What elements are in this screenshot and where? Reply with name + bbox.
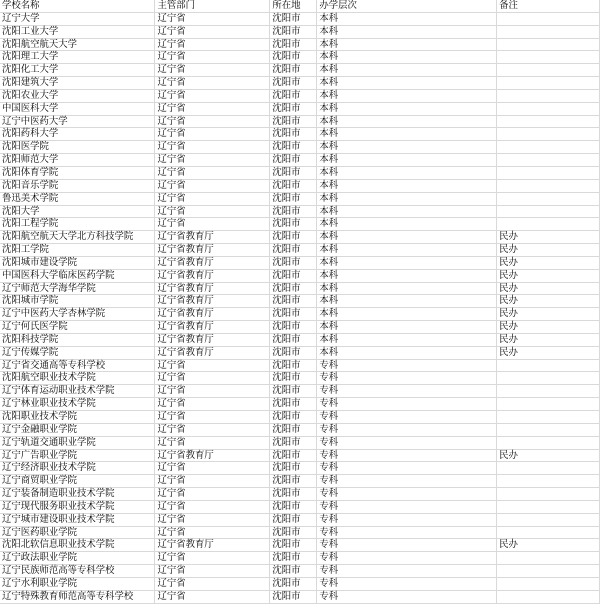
cell-level[interactable]: 专科 [317, 385, 497, 398]
header-note[interactable]: 备注 [497, 0, 600, 12]
cell-department[interactable]: 辽宁省教育厅 [155, 269, 270, 282]
table-row [0, 38, 600, 51]
cell-level[interactable]: 本科 [317, 256, 497, 269]
cell-school-name[interactable]: 辽宁装备制造职业技术学院 [0, 488, 155, 501]
table-row [0, 500, 600, 513]
cell-school-name[interactable]: 中国医科大学 [0, 102, 155, 115]
cell-note[interactable] [497, 372, 600, 385]
cell-location[interactable]: 沈阳市 [270, 141, 317, 154]
cell-note[interactable] [497, 500, 600, 513]
cell-location[interactable]: 沈阳市 [270, 308, 317, 321]
table-row [0, 513, 600, 526]
cell-note[interactable]: 民办 [497, 282, 600, 295]
cell-location[interactable]: 沈阳市 [270, 590, 317, 603]
table-row [0, 385, 600, 398]
cell-level[interactable]: 专科 [317, 359, 497, 372]
table-row [0, 333, 600, 346]
cell-school-name[interactable]: 辽宁水利职业学院 [0, 577, 155, 590]
cell-note[interactable] [497, 218, 600, 231]
cell-note[interactable] [497, 192, 600, 205]
table-row [0, 192, 600, 205]
cell-note[interactable]: 民办 [497, 346, 600, 359]
table-row [0, 526, 600, 539]
cell-level[interactable]: 本科 [317, 231, 497, 244]
cell-department[interactable]: 辽宁省教育厅 [155, 321, 270, 334]
cell-note[interactable] [497, 488, 600, 501]
cell-department[interactable]: 辽宁省教育厅 [155, 256, 270, 269]
cell-location[interactable]: 沈阳市 [270, 539, 317, 552]
table-row [0, 244, 600, 257]
cell-note[interactable] [497, 89, 600, 102]
cell-note[interactable]: 民办 [497, 231, 600, 244]
table-row [0, 102, 600, 115]
cell-level[interactable]: 本科 [317, 89, 497, 102]
cell-school-name[interactable]: 辽宁大学 [0, 12, 155, 25]
cell-location[interactable]: 沈阳市 [270, 577, 317, 590]
cell-department[interactable]: 辽宁省教育厅 [155, 346, 270, 359]
table-row [0, 179, 600, 192]
cell-school-name[interactable]: 辽宁城市建设职业技术学院 [0, 513, 155, 526]
cell-department[interactable]: 辽宁省教育厅 [155, 282, 270, 295]
cell-school-name[interactable]: 沈阳航空航天大学北方科技学院 [0, 231, 155, 244]
cell-note[interactable] [497, 526, 600, 539]
table-row [0, 552, 600, 565]
cell-level[interactable]: 本科 [317, 308, 497, 321]
cell-school-name[interactable]: 沈阳体育学院 [0, 166, 155, 179]
cell-department[interactable]: 辽宁省 [155, 411, 270, 424]
cell-note[interactable] [497, 77, 600, 90]
cell-location[interactable]: 沈阳市 [270, 346, 317, 359]
cell-department[interactable]: 辽宁省 [155, 115, 270, 128]
cell-department[interactable]: 辽宁省 [155, 192, 270, 205]
cell-note[interactable] [497, 577, 600, 590]
cell-note[interactable] [497, 552, 600, 565]
cell-note[interactable]: 民办 [497, 449, 600, 462]
cell-location[interactable]: 沈阳市 [270, 256, 317, 269]
cell-note[interactable] [497, 590, 600, 603]
cell-school-name[interactable]: 沈阳航空航天大学 [0, 38, 155, 51]
cell-note[interactable] [497, 25, 600, 38]
cell-location[interactable]: 沈阳市 [270, 436, 317, 449]
cell-note[interactable] [497, 179, 600, 192]
cell-location[interactable]: 沈阳市 [270, 166, 317, 179]
table-row [0, 141, 600, 154]
cell-level[interactable]: 专科 [317, 488, 497, 501]
cell-location[interactable]: 沈阳市 [270, 89, 317, 102]
cell-school-name[interactable]: 沈阳城市学院 [0, 295, 155, 308]
cell-level[interactable]: 本科 [317, 346, 497, 359]
header-location[interactable]: 所在地 [270, 0, 317, 12]
header-level[interactable]: 办学层次 [317, 0, 497, 12]
cell-note[interactable] [497, 205, 600, 218]
cell-school-name[interactable]: 辽宁轨道交通职业学院 [0, 436, 155, 449]
cell-level[interactable]: 专科 [317, 411, 497, 424]
cell-level[interactable]: 本科 [317, 38, 497, 51]
cell-level[interactable]: 本科 [317, 244, 497, 257]
cell-department[interactable]: 辽宁省 [155, 38, 270, 51]
cell-note[interactable]: 民办 [497, 256, 600, 269]
table-row [0, 346, 600, 359]
cell-note[interactable] [497, 398, 600, 411]
cell-department[interactable]: 辽宁省 [155, 475, 270, 488]
table-row [0, 590, 600, 603]
cell-location[interactable]: 沈阳市 [270, 154, 317, 167]
cell-level[interactable]: 专科 [317, 577, 497, 590]
cell-level[interactable]: 本科 [317, 218, 497, 231]
cell-school-name[interactable]: 辽宁省交通高等专科学校 [0, 359, 155, 372]
cell-level[interactable]: 专科 [317, 565, 497, 578]
cell-note[interactable]: 民办 [497, 308, 600, 321]
cell-level[interactable]: 本科 [317, 25, 497, 38]
cell-school-name[interactable]: 辽宁特殊教育师范高等专科学校 [0, 590, 155, 603]
cell-department[interactable]: 辽宁省 [155, 141, 270, 154]
cell-location[interactable]: 沈阳市 [270, 128, 317, 141]
table-row [0, 565, 600, 578]
table-row [0, 423, 600, 436]
table-row [0, 577, 600, 590]
cell-school-name[interactable]: 鲁迅美术学院 [0, 192, 155, 205]
cell-department[interactable]: 辽宁省 [155, 128, 270, 141]
cell-school-name[interactable]: 辽宁广告职业学院 [0, 449, 155, 462]
cell-school-name[interactable]: 沈阳工学院 [0, 244, 155, 257]
cell-department[interactable]: 辽宁省教育厅 [155, 308, 270, 321]
cell-department[interactable]: 辽宁省 [155, 166, 270, 179]
cell-department[interactable]: 辽宁省 [155, 102, 270, 115]
cell-location[interactable]: 沈阳市 [270, 269, 317, 282]
table-row [0, 308, 600, 321]
cell-department[interactable]: 辽宁省 [155, 577, 270, 590]
table-row [0, 436, 600, 449]
cell-department[interactable]: 辽宁省 [155, 565, 270, 578]
cell-department[interactable]: 辽宁省 [155, 25, 270, 38]
cell-level[interactable]: 专科 [317, 590, 497, 603]
table-row [0, 488, 600, 501]
cell-location[interactable]: 沈阳市 [270, 513, 317, 526]
cell-level[interactable]: 专科 [317, 372, 497, 385]
cell-department[interactable]: 辽宁省 [155, 359, 270, 372]
cell-level[interactable]: 专科 [317, 398, 497, 411]
cell-school-name[interactable]: 辽宁中医药大学 [0, 115, 155, 128]
cell-location[interactable]: 沈阳市 [270, 475, 317, 488]
cell-note[interactable] [497, 166, 600, 179]
cell-location[interactable]: 沈阳市 [270, 282, 317, 295]
cell-note[interactable]: 民办 [497, 333, 600, 346]
cell-department[interactable]: 辽宁省 [155, 12, 270, 25]
cell-level[interactable]: 本科 [317, 166, 497, 179]
cell-department[interactable]: 辽宁省 [155, 385, 270, 398]
cell-note[interactable] [497, 64, 600, 77]
table-row [0, 12, 600, 25]
cell-location[interactable]: 沈阳市 [270, 192, 317, 205]
cell-level[interactable]: 专科 [317, 513, 497, 526]
cell-department[interactable]: 辽宁省 [155, 205, 270, 218]
cell-school-name[interactable]: 沈阳工业大学 [0, 25, 155, 38]
cell-location[interactable]: 沈阳市 [270, 526, 317, 539]
cell-note[interactable]: 民办 [497, 321, 600, 334]
cell-department[interactable]: 辽宁省 [155, 500, 270, 513]
cell-note[interactable] [497, 385, 600, 398]
cell-note[interactable] [497, 359, 600, 372]
cell-location[interactable]: 沈阳市 [270, 411, 317, 424]
cell-department[interactable]: 辽宁省教育厅 [155, 333, 270, 346]
cell-location[interactable]: 沈阳市 [270, 423, 317, 436]
cell-level[interactable]: 专科 [317, 462, 497, 475]
cell-location[interactable]: 沈阳市 [270, 179, 317, 192]
cell-school-name[interactable]: 辽宁林业职业技术学院 [0, 398, 155, 411]
cell-department[interactable]: 辽宁省 [155, 372, 270, 385]
cell-note[interactable] [497, 12, 600, 25]
table-row [0, 115, 600, 128]
cell-location[interactable]: 沈阳市 [270, 77, 317, 90]
cell-school-name[interactable]: 辽宁金融职业学院 [0, 423, 155, 436]
cell-level[interactable]: 本科 [317, 64, 497, 77]
cell-level[interactable]: 本科 [317, 115, 497, 128]
cell-note[interactable] [497, 141, 600, 154]
cell-level[interactable]: 专科 [317, 423, 497, 436]
cell-department[interactable]: 辽宁省 [155, 590, 270, 603]
header-school-name[interactable]: 学校名称 [0, 0, 155, 12]
cell-note[interactable] [497, 423, 600, 436]
table-row [0, 128, 600, 141]
cell-level[interactable]: 本科 [317, 179, 497, 192]
cell-note[interactable]: 民办 [497, 539, 600, 552]
cell-school-name[interactable]: 中国医科大学临床医药学院 [0, 269, 155, 282]
cell-level[interactable]: 本科 [317, 102, 497, 115]
cell-note[interactable] [497, 102, 600, 115]
cell-school-name[interactable]: 辽宁中医药大学杏林学院 [0, 308, 155, 321]
table-row [0, 398, 600, 411]
cell-school-name[interactable]: 沈阳工程学院 [0, 218, 155, 231]
table-row [0, 295, 600, 308]
cell-school-name[interactable]: 辽宁医药职业学院 [0, 526, 155, 539]
cell-note[interactable]: 民办 [497, 269, 600, 282]
cell-note[interactable] [497, 436, 600, 449]
cell-department[interactable]: 辽宁省教育厅 [155, 244, 270, 257]
cell-note[interactable] [497, 565, 600, 578]
cell-school-name[interactable]: 沈阳农业大学 [0, 89, 155, 102]
cell-department[interactable]: 辽宁省教育厅 [155, 231, 270, 244]
cell-department[interactable]: 辽宁省 [155, 462, 270, 475]
cell-note[interactable] [497, 115, 600, 128]
table-row [0, 205, 600, 218]
cell-level[interactable]: 本科 [317, 12, 497, 25]
table-row [0, 25, 600, 38]
cell-level[interactable]: 本科 [317, 333, 497, 346]
cell-school-name[interactable]: 沈阳音乐学院 [0, 179, 155, 192]
cell-note[interactable] [497, 128, 600, 141]
cell-department[interactable]: 辽宁省 [155, 89, 270, 102]
cell-location[interactable]: 沈阳市 [270, 552, 317, 565]
cell-level[interactable]: 专科 [317, 500, 497, 513]
cell-location[interactable]: 沈阳市 [270, 12, 317, 25]
cell-location[interactable]: 沈阳市 [270, 321, 317, 334]
cell-department[interactable]: 辽宁省教育厅 [155, 449, 270, 462]
cell-school-name[interactable]: 沈阳医学院 [0, 141, 155, 154]
table-row [0, 539, 600, 552]
cell-location[interactable]: 沈阳市 [270, 372, 317, 385]
cell-school-name[interactable]: 辽宁何氏医学院 [0, 321, 155, 334]
cell-school-name[interactable]: 沈阳师范大学 [0, 154, 155, 167]
cell-level[interactable]: 本科 [317, 205, 497, 218]
cell-level[interactable]: 本科 [317, 282, 497, 295]
table-row [0, 372, 600, 385]
cell-department[interactable]: 辽宁省教育厅 [155, 539, 270, 552]
table-row [0, 154, 600, 167]
cell-location[interactable]: 沈阳市 [270, 102, 317, 115]
table-row [0, 218, 600, 231]
table-row [0, 256, 600, 269]
cell-school-name[interactable]: 沈阳北软信息职业技术学院 [0, 539, 155, 552]
cell-location[interactable]: 沈阳市 [270, 500, 317, 513]
cell-note[interactable] [497, 154, 600, 167]
cell-location[interactable]: 沈阳市 [270, 51, 317, 64]
cell-note[interactable]: 民办 [497, 295, 600, 308]
cell-school-name[interactable]: 沈阳化工大学 [0, 64, 155, 77]
cell-department[interactable]: 辽宁省 [155, 51, 270, 64]
table-row [0, 51, 600, 64]
cell-department[interactable]: 辽宁省 [155, 398, 270, 411]
cell-location[interactable]: 沈阳市 [270, 359, 317, 372]
cell-note[interactable] [497, 51, 600, 64]
cell-location[interactable]: 沈阳市 [270, 398, 317, 411]
cell-note[interactable] [497, 38, 600, 51]
cell-note[interactable] [497, 411, 600, 424]
cell-department[interactable]: 辽宁省 [155, 488, 270, 501]
header-department[interactable]: 主管部门 [155, 0, 270, 12]
cell-department[interactable]: 辽宁省 [155, 154, 270, 167]
table-row [0, 282, 600, 295]
cell-department[interactable]: 辽宁省 [155, 436, 270, 449]
cell-note[interactable] [497, 475, 600, 488]
cell-level[interactable]: 本科 [317, 128, 497, 141]
cell-location[interactable]: 沈阳市 [270, 333, 317, 346]
cell-level[interactable]: 本科 [317, 321, 497, 334]
cell-location[interactable]: 沈阳市 [270, 231, 317, 244]
cell-level[interactable]: 专科 [317, 475, 497, 488]
cell-department[interactable]: 辽宁省 [155, 77, 270, 90]
cell-department[interactable]: 辽宁省 [155, 513, 270, 526]
cell-school-name[interactable]: 沈阳职业技术学院 [0, 411, 155, 424]
cell-location[interactable]: 沈阳市 [270, 38, 317, 51]
cell-location[interactable]: 沈阳市 [270, 295, 317, 308]
cell-school-name[interactable]: 辽宁民族师范高等专科学校 [0, 565, 155, 578]
cell-location[interactable]: 沈阳市 [270, 218, 317, 231]
table-row [0, 449, 600, 462]
table-row [0, 77, 600, 90]
cell-level[interactable]: 本科 [317, 269, 497, 282]
cell-note[interactable] [497, 513, 600, 526]
cell-level[interactable]: 本科 [317, 77, 497, 90]
cell-location[interactable]: 沈阳市 [270, 385, 317, 398]
cell-location[interactable]: 沈阳市 [270, 449, 317, 462]
cell-location[interactable]: 沈阳市 [270, 244, 317, 257]
cell-school-name[interactable]: 沈阳药科大学 [0, 128, 155, 141]
table-row [0, 475, 600, 488]
cell-school-name[interactable]: 辽宁经济职业技术学院 [0, 462, 155, 475]
cell-school-name[interactable]: 沈阳建筑大学 [0, 77, 155, 90]
cell-level[interactable]: 专科 [317, 449, 497, 462]
table-row [0, 269, 600, 282]
cell-school-name[interactable]: 沈阳大学 [0, 205, 155, 218]
cell-note[interactable] [497, 462, 600, 475]
cell-level[interactable]: 专科 [317, 552, 497, 565]
cell-school-name[interactable]: 沈阳城市建设学院 [0, 256, 155, 269]
cell-level[interactable]: 本科 [317, 141, 497, 154]
cell-school-name[interactable]: 辽宁传媒学院 [0, 346, 155, 359]
cell-level[interactable]: 本科 [317, 51, 497, 64]
cell-department[interactable]: 辽宁省 [155, 179, 270, 192]
cell-school-name[interactable]: 辽宁师范大学海华学院 [0, 282, 155, 295]
cell-location[interactable]: 沈阳市 [270, 565, 317, 578]
cell-department[interactable]: 辽宁省 [155, 526, 270, 539]
table-row [0, 359, 600, 372]
cell-department[interactable]: 辽宁省 [155, 552, 270, 565]
cell-location[interactable]: 沈阳市 [270, 25, 317, 38]
cell-location[interactable]: 沈阳市 [270, 115, 317, 128]
cell-school-name[interactable]: 辽宁政法职业学院 [0, 552, 155, 565]
table-row [0, 231, 600, 244]
cell-school-name[interactable]: 辽宁现代服务职业技术学院 [0, 500, 155, 513]
cell-school-name[interactable]: 沈阳理工大学 [0, 51, 155, 64]
cell-department[interactable]: 辽宁省教育厅 [155, 295, 270, 308]
cell-school-name[interactable]: 沈阳航空职业技术学院 [0, 372, 155, 385]
cell-location[interactable]: 沈阳市 [270, 205, 317, 218]
table-row [0, 166, 600, 179]
table-row [0, 64, 600, 77]
table-row [0, 411, 600, 424]
cell-note[interactable]: 民办 [497, 244, 600, 257]
cell-location[interactable]: 沈阳市 [270, 488, 317, 501]
cell-school-name[interactable]: 辽宁体育运动职业技术学院 [0, 385, 155, 398]
cell-level[interactable]: 专科 [317, 539, 497, 552]
cell-school-name[interactable]: 辽宁商贸职业学院 [0, 475, 155, 488]
table-row [0, 462, 600, 475]
cell-department[interactable]: 辽宁省 [155, 64, 270, 77]
cell-level[interactable]: 本科 [317, 154, 497, 167]
cell-level[interactable]: 专科 [317, 436, 497, 449]
table-body [0, 12, 600, 603]
header-row [0, 0, 600, 12]
cell-department[interactable]: 辽宁省 [155, 218, 270, 231]
cell-level[interactable]: 本科 [317, 192, 497, 205]
table-row [0, 321, 600, 334]
cell-department[interactable]: 辽宁省 [155, 423, 270, 436]
cell-location[interactable]: 沈阳市 [270, 64, 317, 77]
cell-location[interactable]: 沈阳市 [270, 462, 317, 475]
cell-level[interactable]: 本科 [317, 295, 497, 308]
cell-level[interactable]: 专科 [317, 526, 497, 539]
cell-school-name[interactable]: 沈阳科技学院 [0, 333, 155, 346]
table-row [0, 89, 600, 102]
